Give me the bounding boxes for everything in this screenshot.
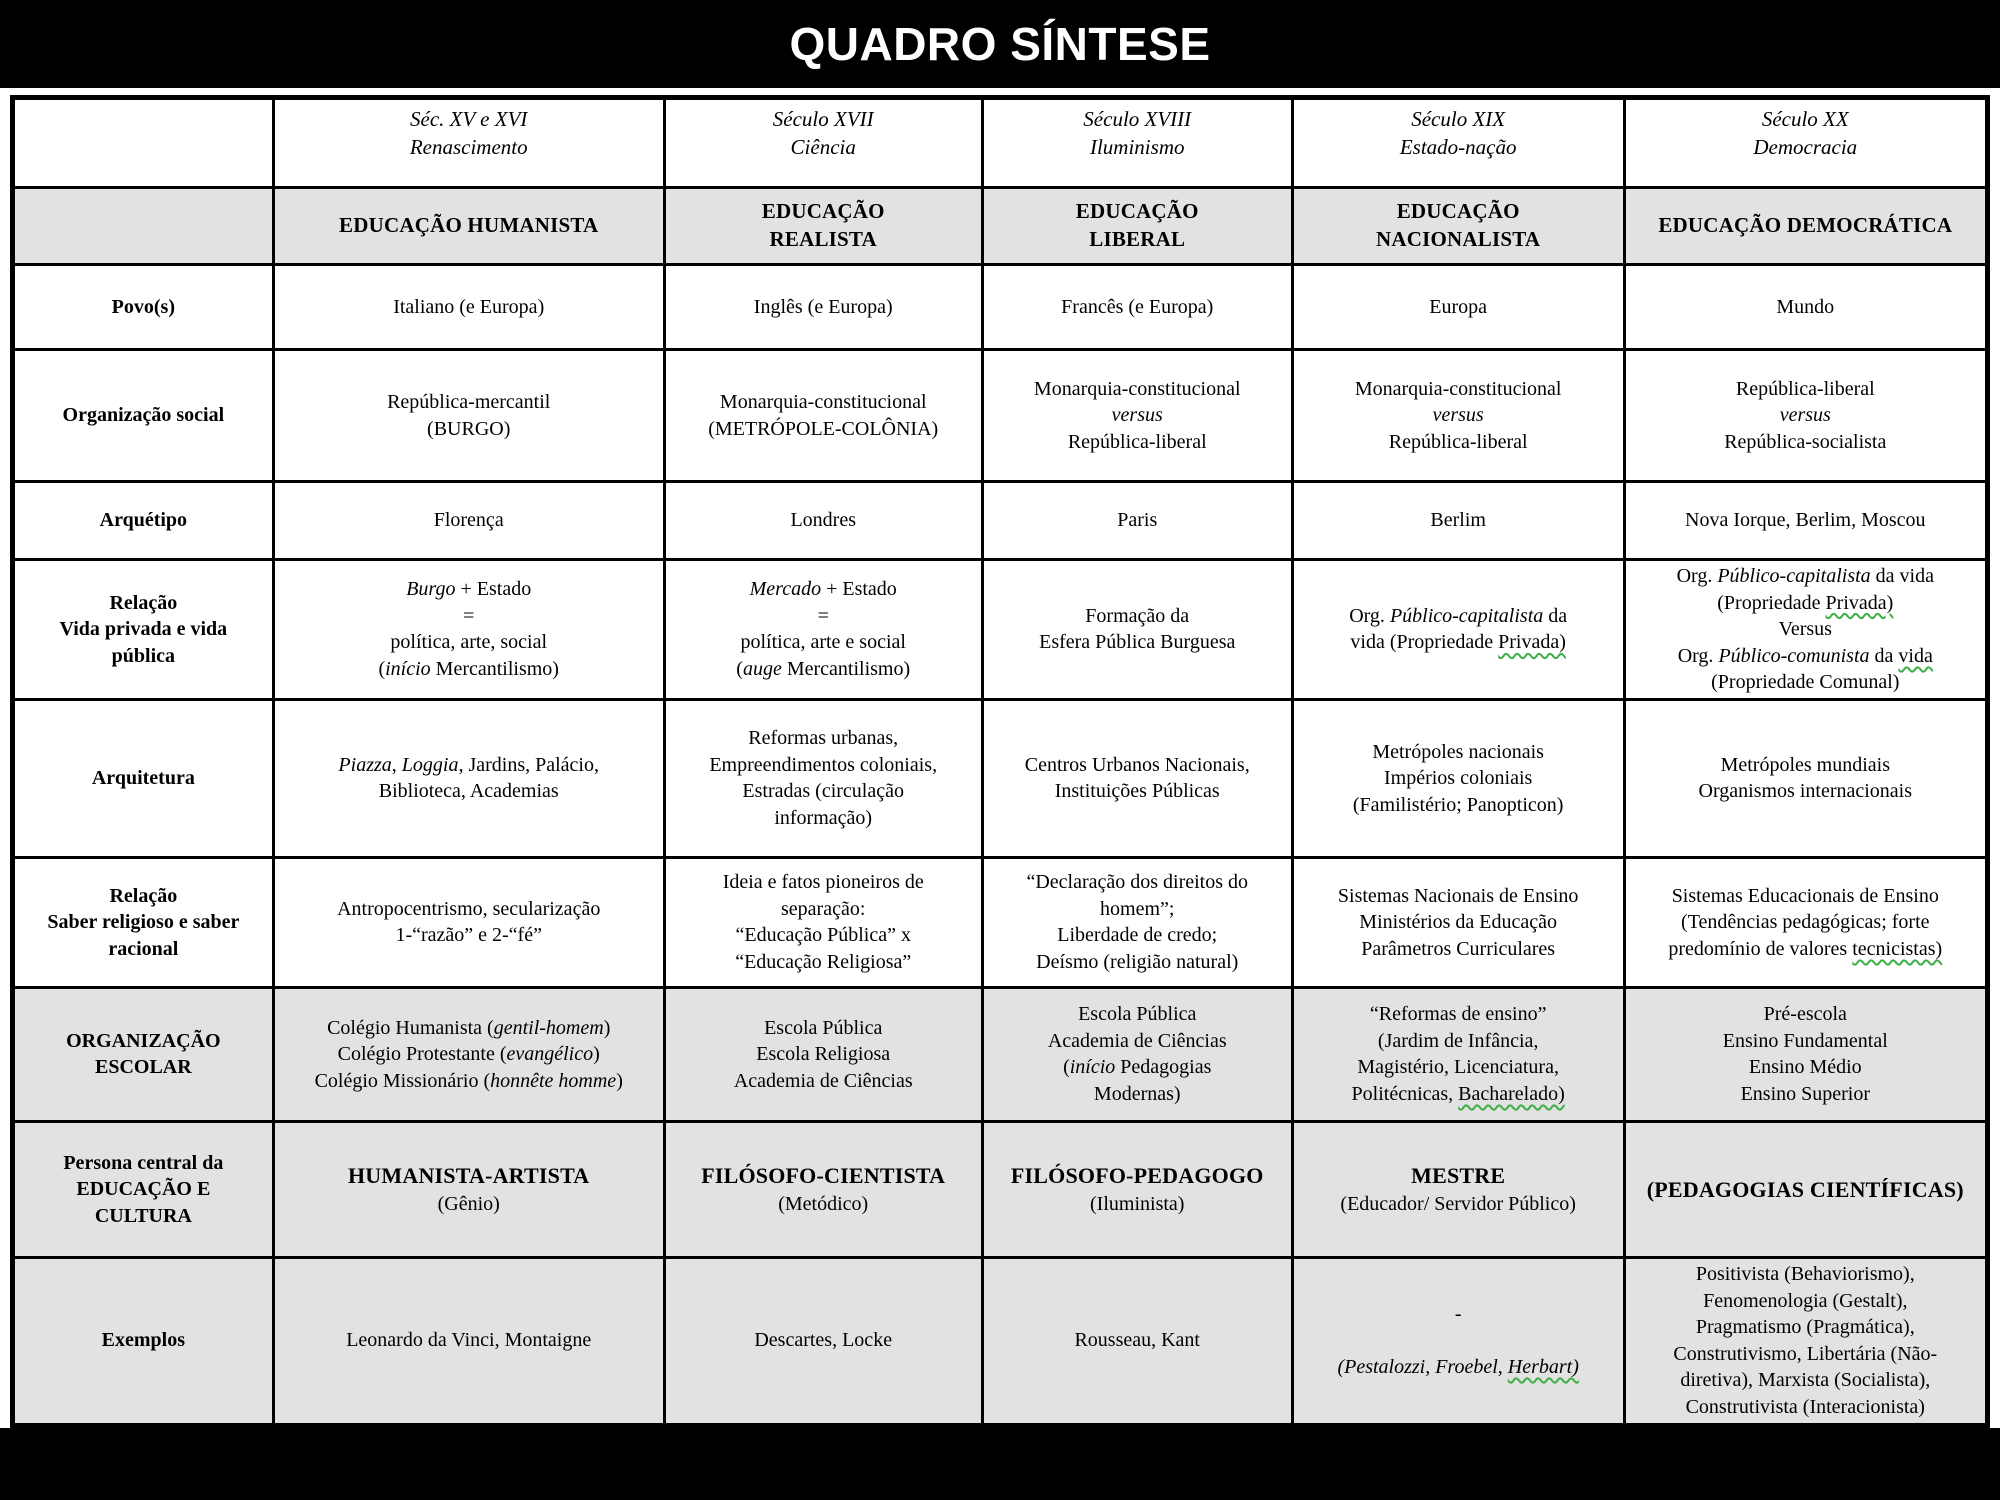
table-cell: Centros Urbanos Nacionais, Instituições Públicas bbox=[982, 699, 1292, 857]
table-cell: Burgo + Estado = política, arte, social (início Mercantilismo) bbox=[273, 560, 664, 700]
category-header-cell: EDUCAÇÃO REALISTA bbox=[664, 188, 982, 265]
table-row bbox=[13, 1121, 1988, 1257]
table-cell: Monarquia-constitucional (METRÓPOLE-COLÔNIA) bbox=[664, 350, 982, 482]
table-cell: Monarquia-constitucional versus República-liberal bbox=[982, 350, 1292, 482]
category-header-row bbox=[13, 188, 1988, 265]
page-title: QUADRO SÍNTESE bbox=[789, 18, 1211, 70]
century-header-cell: Século XVII Ciência bbox=[664, 98, 982, 188]
table-cell: Florença bbox=[273, 482, 664, 560]
table-cell: Metrópoles nacionais Impérios coloniais (Familistério; Panopticon) bbox=[1292, 699, 1624, 857]
row-header: Exemplos bbox=[13, 1257, 274, 1425]
table-row bbox=[13, 482, 1988, 560]
table-cell: República-liberal versus República-socialista bbox=[1624, 350, 1987, 482]
table-cell: Berlim bbox=[1292, 482, 1624, 560]
table-cell: Inglês (e Europa) bbox=[664, 265, 982, 350]
quadro-sintese-table bbox=[10, 95, 1990, 1428]
table-cell: Italiano (e Europa) bbox=[273, 265, 664, 350]
table-cell: Paris bbox=[982, 482, 1292, 560]
table-row bbox=[13, 1257, 1988, 1425]
corner-cell bbox=[13, 188, 274, 265]
table-cell: Escola Pública Academia de Ciências (início Pedagogias Modernas) bbox=[982, 987, 1292, 1121]
row-header: Relação Saber religioso e saber racional bbox=[13, 857, 274, 987]
category-header-cell: EDUCAÇÃO LIBERAL bbox=[982, 188, 1292, 265]
century-header-cell: Século XVIII Iluminismo bbox=[982, 98, 1292, 188]
table-cell: Francês (e Europa) bbox=[982, 265, 1292, 350]
century-header-cell: Século XIX Estado-nação bbox=[1292, 98, 1624, 188]
table-row bbox=[13, 699, 1988, 857]
category-header-cell: EDUCAÇÃO HUMANISTA bbox=[273, 188, 664, 265]
table-cell: MESTRE (Educador/ Servidor Público) bbox=[1292, 1121, 1624, 1257]
table-cell: Londres bbox=[664, 482, 982, 560]
table-row bbox=[13, 857, 1988, 987]
row-header: ORGANIZAÇÃO ESCOLAR bbox=[13, 987, 274, 1121]
category-header-cell: EDUCAÇÃO DEMOCRÁTICA bbox=[1624, 188, 1987, 265]
table-cell: Positivista (Behaviorismo), Fenomenologia (Gestalt), Pragmatismo (Pragmática), Construtivismo, Libertária (Não- diretiva), Marxista (Socialista), Construtivista (Interacionista) bbox=[1624, 1257, 1987, 1425]
century-header-cell: Século XX Democracia bbox=[1624, 98, 1987, 188]
table-cell: Formação da Esfera Pública Burguesa bbox=[982, 560, 1292, 700]
table-cell: Org. Público-capitalista da vida (Propriedade Privada) bbox=[1292, 560, 1624, 700]
table-cell: Nova Iorque, Berlim, Moscou bbox=[1624, 482, 1987, 560]
row-header: Persona central da EDUCAÇÃO E CULTURA bbox=[13, 1121, 274, 1257]
top-bar bbox=[0, 0, 2000, 88]
century-header-cell: Séc. XV e XVI Renascimento bbox=[273, 98, 664, 188]
table-cell: (PEDAGOGIAS CIENTÍFICAS) bbox=[1624, 1121, 1987, 1257]
table-cell: Reformas urbanas, Empreendimentos coloniais, Estradas (circulação informação) bbox=[664, 699, 982, 857]
row-header: Povo(s) bbox=[13, 265, 274, 350]
table-cell: Rousseau, Kant bbox=[982, 1257, 1292, 1425]
row-header: Arquitetura bbox=[13, 699, 274, 857]
table-row bbox=[13, 987, 1988, 1121]
row-header: Arquétipo bbox=[13, 482, 274, 560]
matrix-body bbox=[13, 98, 1988, 1426]
content-area bbox=[0, 88, 2000, 1428]
corner-cell bbox=[13, 98, 274, 188]
century-header-row bbox=[13, 98, 1988, 188]
table-cell: Pré-escola Ensino Fundamental Ensino Médio Ensino Superior bbox=[1624, 987, 1987, 1121]
row-header: Organização social bbox=[13, 350, 274, 482]
table-cell: Metrópoles mundiais Organismos internacionais bbox=[1624, 699, 1987, 857]
table-cell: “Declaração dos direitos do homem”; Liberdade de credo; Deísmo (religião natural) bbox=[982, 857, 1292, 987]
table-cell: Leonardo da Vinci, Montaigne bbox=[273, 1257, 664, 1425]
table-cell: Europa bbox=[1292, 265, 1624, 350]
table-cell: FILÓSOFO-PEDAGOGO (Iluminista) bbox=[982, 1121, 1292, 1257]
table-row bbox=[13, 350, 1988, 482]
table-cell: Descartes, Locke bbox=[664, 1257, 982, 1425]
table-cell: Piazza, Loggia, Jardins, Palácio, Biblioteca, Academias bbox=[273, 699, 664, 857]
table-cell: Ideia e fatos pioneiros de separação: “Educação Pública” x “Educação Religiosa” bbox=[664, 857, 982, 987]
table-row bbox=[13, 560, 1988, 700]
table-cell: Monarquia-constitucional versus República-liberal bbox=[1292, 350, 1624, 482]
category-header-cell: EDUCAÇÃO NACIONALISTA bbox=[1292, 188, 1624, 265]
table-cell: Escola Pública Escola Religiosa Academia de Ciências bbox=[664, 987, 982, 1121]
table-row bbox=[13, 265, 1988, 350]
table-cell: Sistemas Educacionais de Ensino (Tendências pedagógicas; forte predomínio de valores tecnicistas) bbox=[1624, 857, 1987, 987]
table-cell: Mercado + Estado = política, arte e social (auge Mercantilismo) bbox=[664, 560, 982, 700]
table-cell: Antropocentrismo, secularização 1-“razão” e 2-“fé” bbox=[273, 857, 664, 987]
table-cell: “Reformas de ensino” (Jardim de Infância, Magistério, Licenciatura, Politécnicas, Bacharelado) bbox=[1292, 987, 1624, 1121]
table-cell: Sistemas Nacionais de Ensino Ministérios da Educação Parâmetros Curriculares bbox=[1292, 857, 1624, 987]
row-header: Relação Vida privada e vida pública bbox=[13, 560, 274, 700]
table-cell: Mundo bbox=[1624, 265, 1987, 350]
table-cell: Colégio Humanista (gentil-homem) Colégio Protestante (evangélico) Colégio Missionário (honnête homme) bbox=[273, 987, 664, 1121]
bottom-bar bbox=[0, 1428, 2000, 1500]
table-cell: FILÓSOFO-CIENTISTA (Metódico) bbox=[664, 1121, 982, 1257]
table-cell: República-mercantil (BURGO) bbox=[273, 350, 664, 482]
table-cell: - (Pestalozzi, Froebel, Herbart) bbox=[1292, 1257, 1624, 1425]
table-cell: HUMANISTA-ARTISTA (Gênio) bbox=[273, 1121, 664, 1257]
table-cell: Org. Público-capitalista da vida (Propriedade Privada) Versus Org. Público-comunista da vida (Propriedade Comunal) bbox=[1624, 560, 1987, 700]
